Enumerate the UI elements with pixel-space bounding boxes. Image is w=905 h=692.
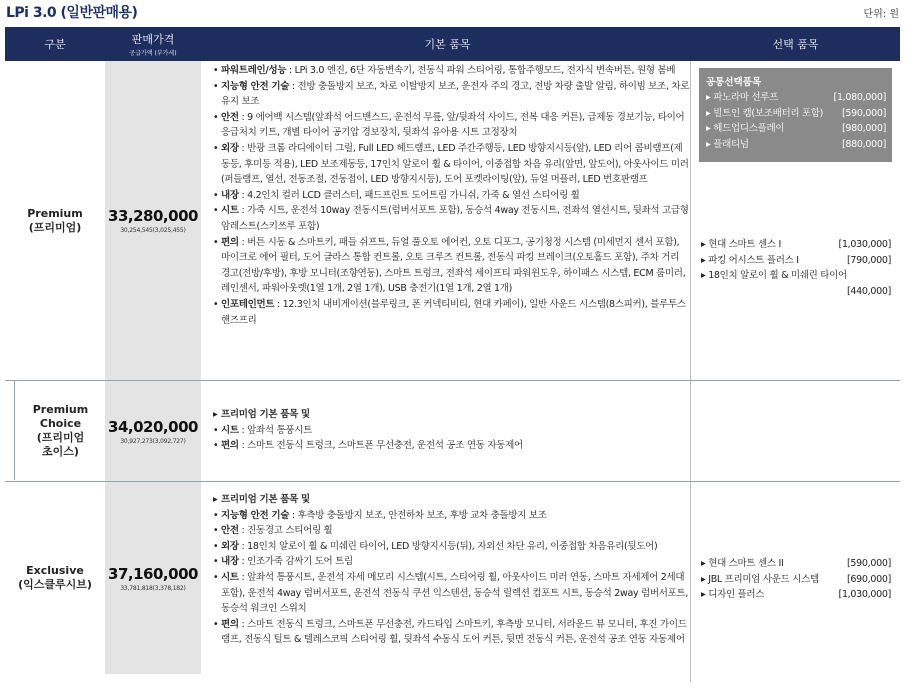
basic-item-list	[205, 63, 690, 328]
trim-row-premium	[5, 61, 900, 381]
option-name: ▸ 파노라마 선루프	[706, 92, 779, 103]
basic-item	[213, 523, 690, 539]
basic-item-category: 프리미엄 기본 품목 및	[221, 494, 310, 505]
basic-item	[213, 297, 690, 328]
basic-item-text: : 18인치 알로이 휠 & 미쉐린 타이어, LED 방향지시등(뒤), 자외선 차단 유리, 이중접합 차음유리(뒷도어)	[238, 540, 658, 552]
option-name: ▸ 플래티넘	[706, 138, 749, 150]
option-name: ▸ 파킹 어시스트 플러스 I	[701, 254, 799, 266]
trim-name-kr: (프리미엄 초이스)	[36, 430, 85, 458]
basic-item	[213, 570, 690, 617]
option-item[interactable]	[701, 237, 891, 253]
table-header	[5, 27, 900, 61]
option-list	[701, 556, 891, 603]
basic-item-category: 외장	[221, 540, 239, 552]
trim-name-kr: (익스클루시브)	[18, 578, 92, 591]
option-price: [790,000]	[847, 254, 891, 266]
basic-items	[205, 61, 690, 382]
trim-name-kr: (프리미엄)	[28, 220, 82, 234]
basic-item-category: 안전	[221, 525, 239, 537]
basic-item-text: : 후측방 충돌방지 보조, 안전하차 보조, 후방 교차 충돌방지 보조	[289, 509, 547, 521]
basic-item-text: : 12.3인치 내비게이션(블루링크, 폰 커넥티비티, 현대 카페이), 일반 사운드 시스템(8스피커), 블루투스 핸즈프리	[221, 298, 686, 326]
basic-item-category: 시트	[221, 424, 239, 436]
option-price: [1,030,000]	[838, 589, 891, 601]
options-cell	[691, 381, 900, 481]
trim-name	[14, 380, 106, 480]
option-name: ▸ 빌트인 캠(보조배터리 포함)	[706, 107, 824, 119]
basic-item-text: : 가죽 시트, 운전석 10way 전동시트(럼버서포트 포함), 동승석 4way 전동시트, 전좌석 열선시트, 뒷좌석 고급형 암레스트(스키쓰루 포함)	[221, 205, 689, 232]
basic-item	[213, 110, 690, 141]
common-options-title: 공통선택품목	[706, 77, 762, 88]
basic-item	[213, 508, 690, 524]
basic-item-category: 내장	[221, 556, 239, 568]
trim-price-cell	[105, 381, 201, 481]
basic-item	[213, 188, 690, 204]
basic-item-category: 편의	[221, 618, 239, 630]
basic-item	[213, 492, 690, 508]
basic-item	[213, 63, 690, 79]
option-price: [590,000]	[842, 107, 886, 119]
basic-item-text: : 전방 충돌방지 보조, 차로 이탈방지 보조, 운전자 주의 경고, 전방 차량 출발 알림, 하이빔 보조, 차로 유지 보조	[221, 80, 690, 108]
unit-label: 단위: 원	[863, 9, 899, 20]
basic-item-category: 외장	[221, 142, 239, 154]
basic-item-text: : 9 에어백 시스템(앞좌석 어드밴스드, 운전석 무릎, 앞/뒷좌석 사이드, 전복 대응 커튼), 급제동 경보기능, 타이어 응급처치 키트, 개별 타이어 공기압 경보장치, 뒷좌석 유아용 시트 고정장치	[221, 111, 685, 139]
common-option-item[interactable]	[699, 121, 892, 137]
common-option-item[interactable]	[699, 106, 892, 122]
header-price-label: 판매가격	[131, 33, 175, 46]
common-option-item[interactable]	[699, 90, 892, 106]
option-item[interactable]	[701, 253, 891, 269]
basic-item	[213, 235, 690, 297]
basic-item	[213, 617, 690, 648]
basic-item	[213, 203, 690, 234]
basic-item-text: : 진동경고 스티어링 휠	[238, 525, 333, 537]
basic-item-text: : 4.2인치 컬러 LCD 클러스터, 패드프린트 도어트림 가니쉬, 가죽 & 열선 스티어링 휠	[238, 189, 580, 201]
header-price	[105, 27, 201, 61]
option-price: [1,030,000]	[838, 239, 891, 250]
basic-item-category: 안전	[221, 111, 239, 123]
option-name: ▸ 현대 스마트 센스 I	[701, 239, 781, 250]
trim-price-sub: 33,781,818(3,378,182)	[120, 584, 186, 592]
trim-name	[5, 61, 105, 380]
option-list	[701, 237, 891, 299]
option-price: [1,080,000]	[833, 92, 886, 103]
trim-price: 34,020,000	[108, 417, 198, 436]
trim-price: 33,280,000	[108, 207, 198, 225]
basic-item-text: : 반광 크롬 라디에이터 그릴, Full LED 헤드램프, LED 주간주행등, LED 방향지시등(앞), LED 리어 콤비램프(제동등, 후미등 적용), LED 보조제동등, 17인치 알로이 휠 & 타이어, 이중접합 차음 유리(앞면, 앞도어), 아웃사이드 미러(퍼들램프, 열선, 전동조절, 전동접이, LED 방향지시등), 도어 포켓라이팅(앞), 듀얼 머플러, LED 번호판램프	[221, 142, 689, 186]
header-price-sub: 공급가액 (부가세)	[129, 50, 177, 57]
basic-item	[213, 438, 690, 454]
basic-item-text: : 인조가죽 감싸기 도어 트림	[238, 556, 353, 568]
trim-price-cell	[105, 61, 201, 380]
header-basic-label: 기본 품목	[424, 38, 471, 51]
option-price: [880,000]	[842, 138, 886, 150]
option-item[interactable]	[701, 572, 891, 588]
trim-price: 37,160,000	[108, 564, 198, 583]
basic-item	[213, 539, 690, 555]
trim-row-premium-choice	[5, 381, 900, 482]
header-trim-label: 구분	[44, 38, 66, 51]
trim-name-en: Exclusive	[26, 564, 84, 577]
header-trim	[5, 27, 105, 61]
basic-item-list	[205, 407, 690, 454]
basic-item-category: 프리미엄 기본 품목 및	[221, 409, 310, 420]
options-cell	[691, 482, 900, 682]
basic-item-category: 지능형 안전 기술	[221, 80, 290, 92]
options-cell	[691, 61, 900, 380]
basic-item-category: 편의	[221, 440, 239, 452]
basic-item	[213, 423, 690, 439]
trim-price-cell	[105, 482, 201, 674]
basic-item-text: : 버튼 시동 & 스마트키, 패들 쉬프트, 듀얼 풀오토 에어컨, 오토 디포그, 공기청정 시스템 (미세먼지 센서 포함), 마이크로 에어 필터, 도어 글라스 통합 컨트롤, 오토 크루즈 컨트롤, 전동식 파킹 브레이크(오토홀드 포함), 주차 거리 경고(전방/후방), 후방 모니터(조향연동), 스마트 트렁크, 전좌석 세이프티 파워윈도우, 하이패스 시스템, ECM 룸미러, 레인센서, 파워아웃렛(1열 1개, 2열 1개), USB 충전기(1열 1개, 2열 1개)	[221, 236, 686, 295]
option-item[interactable]	[701, 268, 891, 284]
option-name: ▸ 헤드업디스플레이	[706, 123, 785, 135]
basic-items	[205, 482, 690, 692]
common-option-item[interactable]	[699, 137, 892, 153]
basic-item-text: : 스마트 전동식 트렁크, 스마트폰 무선충전, 카드타입 스마트키, 후측방 모니터, 서라운드 뷰 모니터, 후진 가이드 램프, 전동식 틸트 & 텔레스코픽 스티어링 휠, 뒷좌석 수동식 도어 커튼, 뒷면 전동식 커튼, 운전석 공조 연동 자동제어	[221, 618, 687, 646]
basic-item-text: : 앞좌석 통풍시트, 운전석 자세 메모리 시스템(시트, 스티어링 휠, 아웃사이드 미러 연동, 스마트 자세제어 2세대 포함), 운전석 4way 럼버서포트, 운전석 전동식 쿠션 익스텐션, 동승석 릴렉션 컴포트 시트, 동승석 2way 럼버서포트, 동승석 워크인 스위치	[221, 571, 689, 615]
basic-item-text: : 스마트 전동식 트렁크, 스마트폰 무선충전, 운전석 공조 연동 자동제어	[238, 440, 523, 452]
basic-item-category: 내장	[221, 189, 239, 201]
option-price: [440,000]	[847, 285, 891, 297]
basic-item-text: : 앞좌석 통풍시트	[238, 424, 312, 436]
option-item[interactable]	[701, 556, 891, 572]
basic-item	[213, 554, 690, 570]
option-name: ▸ 디자인 플러스	[701, 589, 765, 601]
option-name: ▸ JBL 프리미엄 사운드 시스템	[701, 573, 819, 585]
header-options	[691, 27, 900, 61]
basic-item-category: 시트	[221, 571, 239, 583]
trim-name	[5, 482, 105, 674]
basic-item-category: 파워트레인/성능	[221, 65, 287, 76]
page-title: LPi 3.0 (일반판매용)	[6, 5, 138, 21]
basic-item-text: : LPi 3.0 엔진, 6단 자동변속기, 전동식 파워 스티어링, 통합주행모드, 전자식 변속버튼, 원형 봄베	[286, 65, 676, 76]
option-price: [590,000]	[847, 558, 891, 569]
option-name: ▸ 18인치 알로이 휠 & 미쉐린 타이어	[701, 270, 847, 282]
basic-item-category: 지능형 안전 기술	[221, 509, 290, 521]
basic-item-category: 시트	[221, 205, 239, 217]
trim-price-sub: 30,927,273(3,092,727)	[120, 437, 186, 445]
common-options-box	[699, 68, 892, 162]
option-price: [690,000]	[847, 573, 891, 585]
trim-price-sub: 30,254,545(3,025,455)	[120, 227, 186, 234]
trim-name-en: Premium Choice	[32, 402, 89, 430]
header-options-label: 선택 품목	[772, 38, 819, 51]
basic-item	[213, 407, 690, 423]
basic-item-category: 편의	[221, 236, 239, 248]
header-basic	[205, 27, 690, 61]
trim-name-en: Premium	[27, 206, 83, 220]
basic-item	[213, 79, 690, 110]
basic-item	[213, 141, 690, 188]
option-name: ▸ 현대 스마트 센스 II	[701, 558, 784, 569]
basic-item-list	[205, 492, 690, 648]
common-options-list	[699, 90, 892, 152]
option-item[interactable]	[701, 587, 891, 603]
trim-row-exclusive	[5, 482, 900, 682]
basic-item-category: 인포테인먼트	[221, 298, 275, 310]
option-price: [980,000]	[842, 123, 886, 135]
